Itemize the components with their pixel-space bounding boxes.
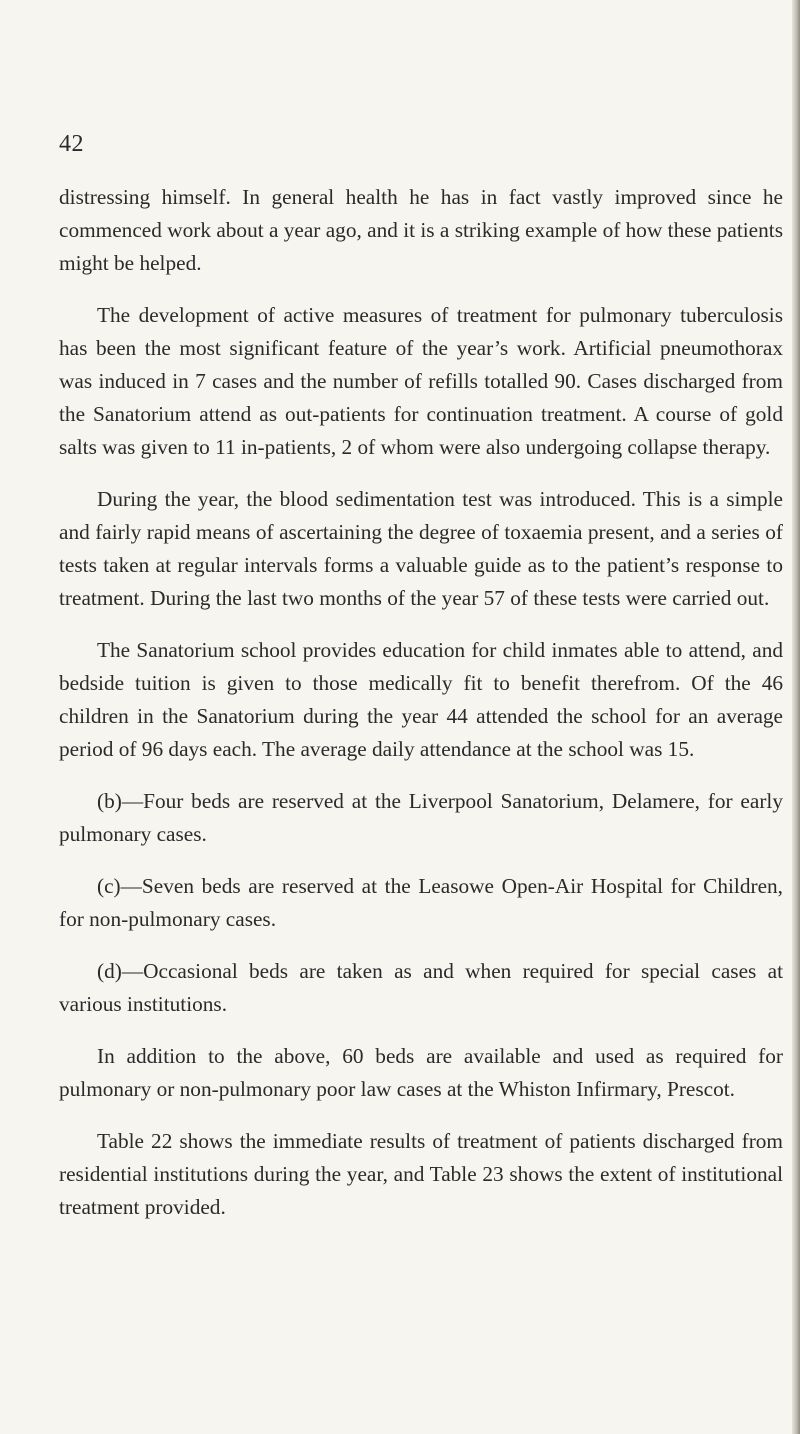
body-text bbox=[59, 181, 783, 1243]
paragraph-sanatorium-school: The Sanatorium school provides education for child inmates able to attend, and bedside tuition is given to those medically fit to benefit therefrom. Of the 46 children in the Sanatorium during the year 44 attended the school for an average period of 96 days each. The average daily attendance at the school was 15. bbox=[59, 638, 783, 761]
paragraph-item-c: (c)—Seven beds are reserved at the Leasowe Open-Air Hospital for Children, for non-pulmonary cases. bbox=[59, 874, 783, 931]
paragraph-treatment-measures: The development of active measures of treatment for pulmonary tuberculosis has been the most significant feature of the year’s work. Artificial pneumothorax was induced in 7 cases and the number of refills totalled 90. Cases discharged from the Sanatorium attend as out-patients for continuation treatment. A course of gold salts was given to 11 in-patients, 2 of whom were also undergoing collapse therapy. bbox=[59, 303, 783, 459]
page-number: 42 bbox=[59, 131, 84, 157]
paragraph-tables-reference: Table 22 shows the immediate results of treatment of patients discharged from residential institutions during the year, and Table 23 shows the extent of institutional treatment provided. bbox=[59, 1129, 783, 1219]
paragraph-item-d: (d)—Occasional beds are taken as and when required for special cases at various institutions. bbox=[59, 959, 783, 1016]
paragraph-continuation: distressing himself. In general health he has in fact vastly improved since he commenced work about a year ago, and it is a striking example of how these patients might be helped. bbox=[59, 185, 783, 275]
paragraph-item-b: (b)—Four beds are reserved at the Liverpool Sanatorium, Delamere, for early pulmonary cases. bbox=[59, 789, 783, 846]
paragraph-sedimentation-test: During the year, the blood sedimentation test was introduced. This is a simple and fairly rapid means of ascertaining the degree of toxaemia present, and a series of tests taken at regular intervals forms a valuable guide as to the patient’s response to treatment. During the last two months of the year 57 of these tests were carried out. bbox=[59, 487, 783, 610]
paragraph-additional-beds: In addition to the above, 60 beds are available and used as required for pulmonary or non-pulmonary poor law cases at the Whiston Infirmary, Prescot. bbox=[59, 1044, 783, 1101]
page-edge-shadow bbox=[792, 0, 800, 1434]
